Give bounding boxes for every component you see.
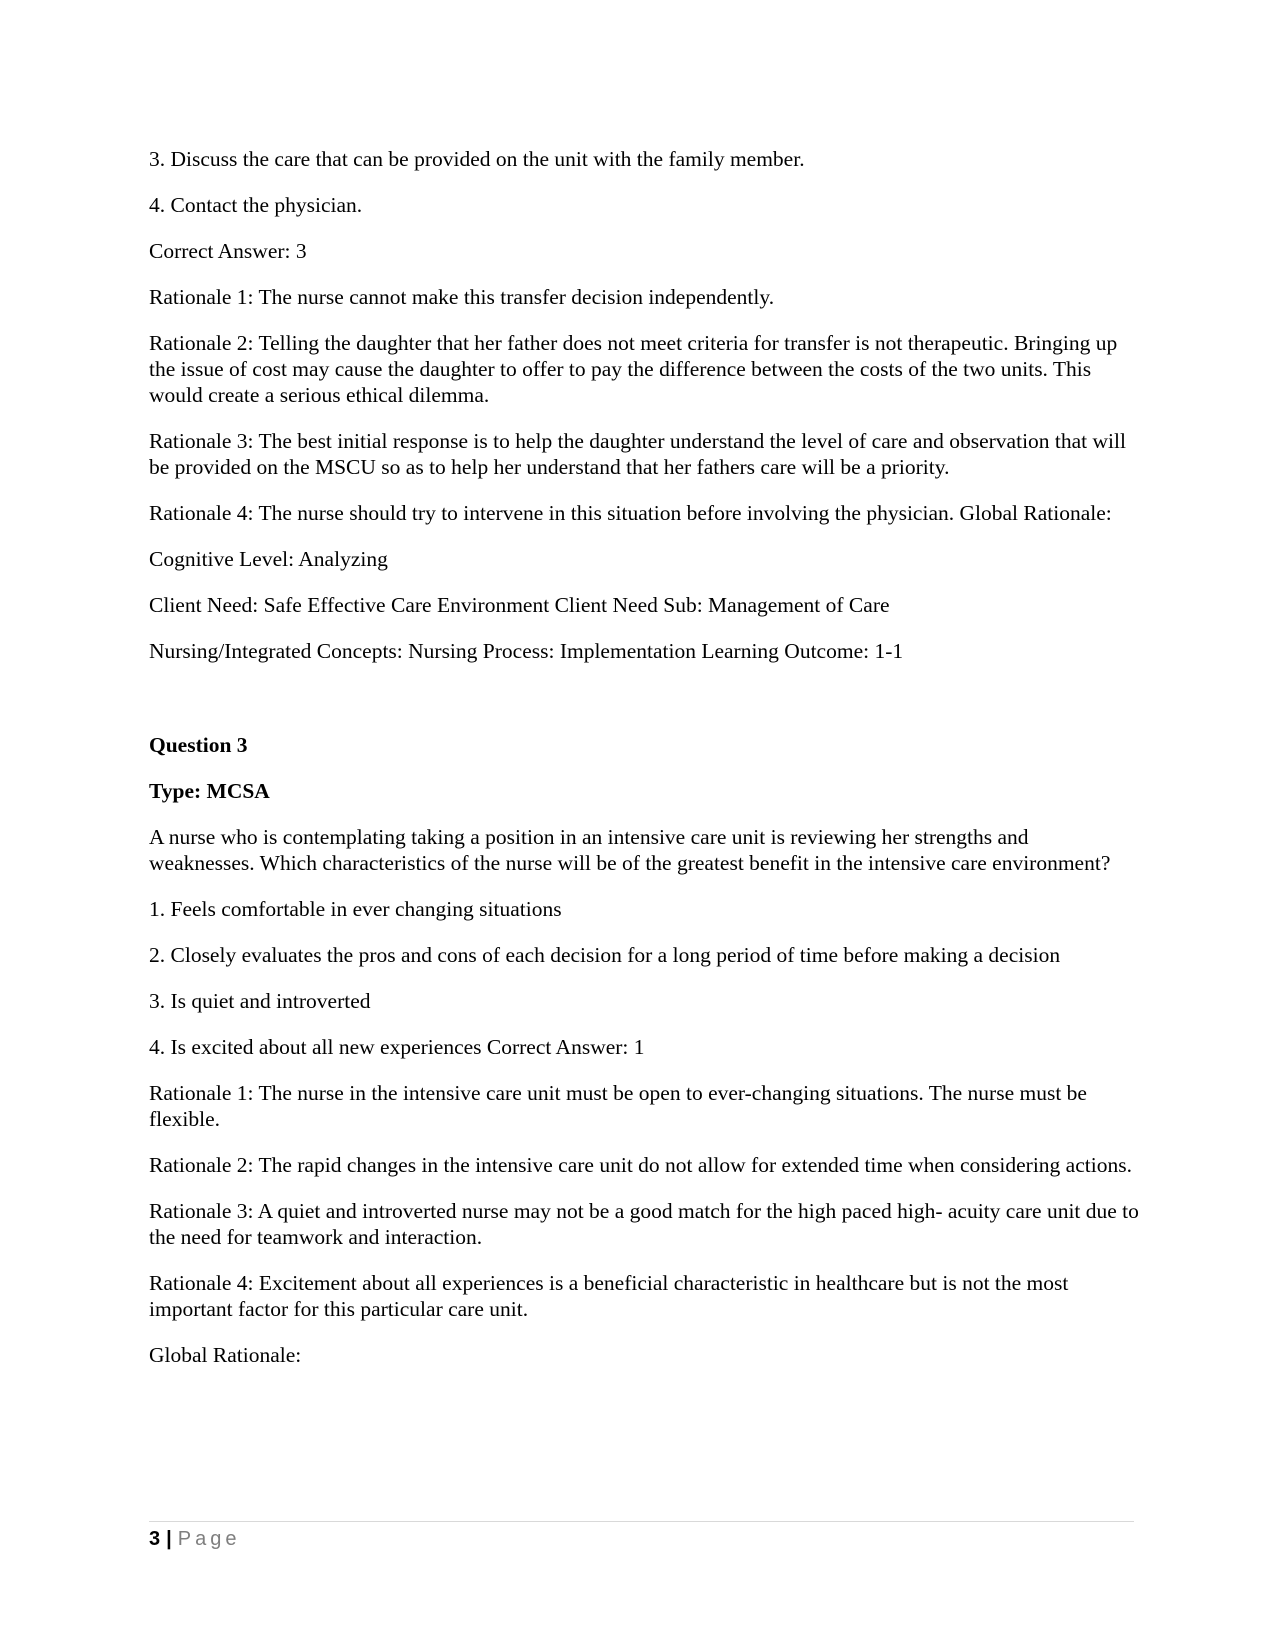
question-option-2: 2. Closely evaluates the pros and cons of each decision for a long period of time before making a decision bbox=[149, 943, 1061, 967]
question-type: Type: MCSA bbox=[149, 779, 270, 803]
document-body bbox=[149, 146, 1139, 1388]
rationale-3: Rationale 3: The best initial response is to help the daughter understand the level of care and observation that will be provided on the MSCU so as to help her understand that her fathers care will be a priority. bbox=[149, 429, 1126, 479]
question-heading: Question 3 bbox=[149, 733, 248, 757]
question-stem: A nurse who is contemplating taking a position in an intensive care unit is reviewing her strengths and weaknesses. Which characteristics of the nurse will be of the greatest benefit in the intensive care environment? bbox=[149, 825, 1111, 875]
page-number: 3 bbox=[149, 1528, 161, 1550]
footer-divider bbox=[149, 1521, 1134, 1522]
rationale-4: Rationale 4: The nurse should try to intervene in this situation before involving the physician. Global Rationale: bbox=[149, 501, 1112, 525]
question-option-1: 1. Feels comfortable in ever changing situations bbox=[149, 897, 562, 921]
cognitive-level: Cognitive Level: Analyzing bbox=[149, 547, 388, 571]
question-rationale-2: Rationale 2: The rapid changes in the intensive care unit do not allow for extended time when considering actions. bbox=[149, 1153, 1132, 1177]
question-rationale-3: Rationale 3: A quiet and introverted nurse may not be a good match for the high paced high- acuity care unit due to the need for teamwork and interaction. bbox=[149, 1199, 1139, 1249]
question-rationale-1: Rationale 1: The nurse in the intensive care unit must be open to ever-changing situations. The nurse must be flexible. bbox=[149, 1081, 1087, 1131]
answer-option-3: 3. Discuss the care that can be provided on the unit with the family member. bbox=[149, 147, 805, 171]
global-rationale: Global Rationale: bbox=[149, 1343, 302, 1367]
rationale-1: Rationale 1: The nurse cannot make this transfer decision independently. bbox=[149, 285, 775, 309]
question-rationale-4: Rationale 4: Excitement about all experiences is a beneficial characteristic in healthcare but is not the most important factor for this particular care unit. bbox=[149, 1271, 1069, 1321]
section-spacer bbox=[149, 684, 1139, 732]
client-need: Client Need: Safe Effective Care Environment Client Need Sub: Management of Care bbox=[149, 593, 890, 617]
answer-option-4: 4. Contact the physician. bbox=[149, 193, 363, 217]
rationale-2: Rationale 2: Telling the daughter that her father does not meet criteria for transfer is not therapeutic. Bringing up the issue of cost may cause the daughter to offer to pay the difference between the costs of the two units. This would create a serious ethical dilemma. bbox=[149, 331, 1118, 407]
correct-answer: Correct Answer: 3 bbox=[149, 239, 307, 263]
page-footer bbox=[149, 1526, 240, 1552]
question-option-4: 4. Is excited about all new experiences Correct Answer: 1 bbox=[149, 1035, 645, 1059]
nursing-concepts: Nursing/Integrated Concepts: Nursing Process: Implementation Learning Outcome: 1-1 bbox=[149, 639, 904, 663]
question-option-3: 3. Is quiet and introverted bbox=[149, 989, 371, 1013]
page-label: Page bbox=[177, 1528, 241, 1550]
footer-separator: | bbox=[166, 1528, 172, 1550]
